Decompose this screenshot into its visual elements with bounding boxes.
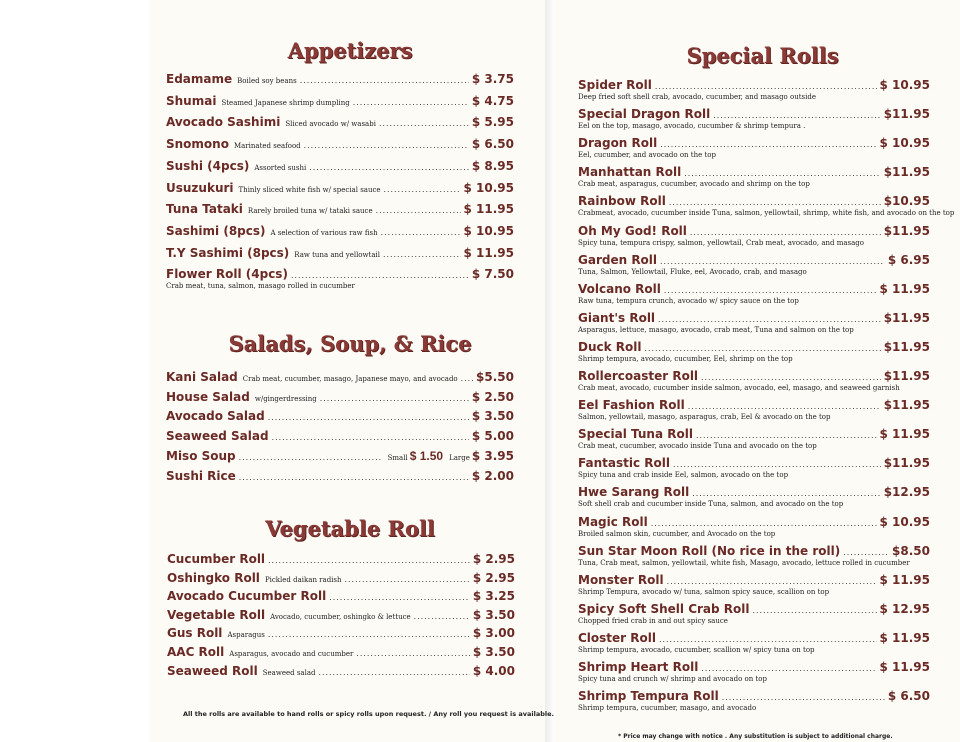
leader-dots [753, 605, 877, 615]
item-description: Spicy tuna and crab inside Eel, salmon, avocado on the top [578, 471, 789, 480]
item-price: $ 3.00 [472, 626, 515, 641]
item-name: AAC Roll [167, 645, 225, 659]
item-price: $ 11.95 [463, 202, 514, 217]
item-price: $ 3.50 [472, 645, 515, 659]
item-description: Tuna, Crab meat, salmon, yellowtail, white fish, Masago, avocado, lettuce rolled in cucumber [578, 558, 910, 567]
item-description: Shrimp Tempura, avocado w/ tuna, salmon spicy sauce, scallion on top [578, 587, 830, 596]
leader-dots [319, 667, 470, 677]
item-name: House Salad [166, 389, 250, 404]
leader-dots [696, 430, 877, 440]
item-name: Sushi Rice [166, 468, 236, 483]
item-description: Boiled soy beans [237, 77, 297, 85]
item-description: Crab meat, avocado, cucumber inside salmon, avocado, eel, masago, and seaweed garnish [578, 384, 900, 392]
small-size-price: $ 1.50 [409, 448, 444, 463]
menu-item [167, 626, 515, 640]
item-price: $11.95 [883, 223, 930, 238]
item-name: Volcano Roll [578, 281, 661, 296]
item-price: $12.95 [883, 485, 930, 500]
item-description: Spicy tuna and crunch w/ shrimp and avocado on top [578, 675, 767, 683]
leader-dots [239, 452, 383, 462]
item-description: Spicy tuna, tempura crispy, salmon, yellowtail, Crab meat, avocado, and masago [578, 238, 864, 247]
small-size-label: Small [387, 453, 408, 462]
item-price: $ 11.95 [879, 660, 930, 674]
leader-dots [645, 343, 881, 353]
item-description: Rarely broiled tuna w/ tataki sauce [247, 207, 373, 216]
item-name: Sun Star Moon Roll (No rice in the roll) [578, 543, 841, 558]
leader-dots [722, 692, 885, 702]
item-name: Manhattan Roll [578, 165, 682, 180]
item-description: Broiled salmon skin, cucumber, and Avocado on the top [578, 529, 776, 538]
item-price: $ 10.95 [879, 78, 930, 92]
menu-item [166, 409, 514, 423]
price-footnote: * Price may change with notice . Any substitution is subject to additional charge. [618, 733, 893, 740]
item-name: Oh My God! Roll [578, 223, 687, 238]
leader-dots [268, 412, 469, 422]
leader-dots [356, 648, 470, 658]
item-name: Shumai [166, 93, 217, 108]
item-name: Rainbow Roll [578, 194, 666, 209]
item-name: Gus Roll [167, 626, 223, 641]
leader-dots [304, 140, 469, 150]
item-price: $ 10.95 [879, 136, 930, 151]
menu-item [166, 115, 514, 129]
item-description: Sliced avocado w/ wasabi [285, 120, 376, 129]
vegetable-section-title: Vegetable Roll [265, 516, 435, 541]
menu-item [166, 72, 514, 86]
item-name: Avocado Cucumber Roll [167, 589, 327, 604]
item-name: Special Dragon Roll [578, 107, 711, 122]
leader-dots [667, 576, 877, 586]
item-description: A selection of various raw fish [270, 228, 378, 237]
item-price: $ 2.50 [471, 389, 514, 404]
menu-item [166, 94, 514, 108]
menu-item [578, 398, 930, 412]
item-name: Cucumber Roll [167, 552, 266, 566]
item-price: $ 4.75 [471, 93, 514, 108]
leader-dots [239, 472, 469, 482]
item-name: Monster Roll [578, 572, 664, 587]
leader-dots [658, 314, 881, 324]
item-name: Flower Roll (4pcs) [166, 267, 288, 282]
menu-item [578, 253, 930, 267]
item-description: Crab meat, cucumber, masago, Japanese mayo, and avocado [242, 375, 458, 383]
item-name: Spider Roll [578, 78, 652, 92]
item-price: $ 10.95 [879, 514, 930, 529]
leader-dots [300, 75, 469, 85]
item-name: Hwe Sarang Roll [578, 485, 690, 500]
leader-dots [320, 393, 469, 403]
menu-item [578, 107, 930, 121]
item-price: $ 6.50 [471, 137, 514, 152]
item-description: Crabmeat, avocado, cucumber inside Tuna, salmon, yellowtail, shrimp, white fish, and avocado on the top [578, 209, 955, 218]
leader-dots [268, 629, 470, 639]
leader-dots [659, 634, 877, 644]
item-name: Seaweed Salad [166, 429, 269, 444]
item-description: Crab meat, cucumber, avocado inside Tuna and avocado on the top [578, 442, 817, 451]
leader-dots [381, 227, 461, 237]
item-description: Raw tuna and yellowtail [294, 250, 380, 259]
item-description: w/gingerdressing [254, 394, 317, 403]
menu-item [166, 246, 514, 260]
leader-dots [383, 249, 461, 259]
menu-item [578, 485, 930, 499]
item-description: Eel, cucumber, and avocado on the top [578, 151, 716, 160]
menu-item [166, 449, 514, 463]
menu-item [578, 573, 930, 587]
leader-dots [692, 488, 880, 498]
item-price: $ 11.95 [879, 630, 930, 645]
item-description: Shrimp tempura, avocado, cucumber, scallion w/ spicy tuna on top [578, 645, 815, 654]
menu-item [578, 78, 930, 92]
item-description: Crab meat, asparagus, cucumber, avocado and shrimp on the top [578, 180, 810, 189]
leader-dots [329, 592, 470, 602]
menu-item [167, 552, 515, 566]
item-price: $ 11.95 [879, 427, 930, 442]
item-name: Kani Salad [166, 370, 238, 384]
item-name: Duck Roll [578, 339, 642, 354]
menu-item [166, 137, 514, 151]
item-price: $11.95 [883, 165, 930, 180]
leader-dots [384, 184, 461, 194]
item-name: Vegetable Roll [167, 607, 266, 622]
item-description: Thinly sliced white fish w/ special sauce [238, 185, 381, 194]
special-section-title: Special Rolls [686, 43, 839, 68]
item-name: Giant's Roll [578, 310, 656, 325]
menu-item [166, 267, 514, 281]
item-name: Avocado Sashimi [166, 115, 281, 130]
menu-item [166, 370, 514, 384]
item-name: Shrimp Heart Roll [578, 660, 699, 674]
item-price: $5.50 [476, 370, 514, 384]
item-name: Snomono [166, 137, 229, 152]
item-price: $ 4.00 [472, 663, 515, 678]
menu-item [578, 515, 930, 529]
item-description: Tuna, Salmon, Yellowtail, Fluke, eel, Avocado, crab, and masago [578, 267, 807, 276]
item-name: Miso Soup [166, 448, 236, 463]
rolls-footnote: All the rolls are available to hand rolls or spicy rolls upon request. / Any roll you request is available. [183, 710, 554, 718]
menu-item [578, 282, 930, 296]
menu-item [578, 224, 930, 238]
item-description: Marinated seafood [233, 142, 301, 151]
item-description: Shrimp tempura, cucumber, masago, and avocado [578, 704, 757, 713]
item-price: $ 5.95 [471, 115, 514, 130]
item-price: $11.95 [883, 369, 930, 383]
leader-dots [701, 663, 876, 673]
item-name: Dragon Roll [578, 136, 658, 151]
menu-item [166, 390, 514, 404]
item-description: Asparagus, avocado and cucumber [229, 650, 354, 658]
item-description: Eel on the top, masago, avocado, cucumber & shrimp tempura . [578, 122, 806, 131]
appetizers-section-title: Appetizers [287, 38, 413, 63]
menu-item [578, 136, 930, 150]
item-description: Asparagus [227, 631, 265, 640]
item-name: Special Tuna Roll [578, 427, 693, 442]
menu-item [166, 469, 514, 483]
menu-item [578, 427, 930, 441]
menu-item [167, 571, 515, 585]
leader-dots [291, 270, 469, 280]
item-description: Crab meat, tuna, salmon, masago rolled in cucumber [166, 282, 355, 291]
leader-dots [651, 518, 877, 528]
item-price: $8.50 [892, 543, 930, 558]
leader-dots [353, 97, 469, 107]
item-description: Salmon, yellowtail, masago, asparagus, crab, Eel & avocado on the top [578, 413, 831, 422]
item-name: Tuna Tataki [166, 202, 243, 217]
leader-dots [309, 162, 469, 172]
menu-item [167, 645, 515, 659]
item-price: $ 7.50 [471, 267, 514, 282]
item-description: Avocado, cucumber, oshingko & lettuce [270, 612, 411, 621]
item-name: Usuzukuri [166, 180, 234, 195]
menu-item [578, 689, 930, 703]
item-price: $ 3.50 [472, 607, 515, 622]
item-name: Closter Roll [578, 630, 656, 645]
item-description: Steamed Japanese shrimp dumpling [221, 98, 350, 107]
item-description: Chopped fried crab in and out spicy sauce [578, 616, 728, 625]
item-price: $ 2.00 [471, 468, 514, 483]
leader-dots [272, 432, 469, 442]
leader-dots [688, 401, 881, 411]
menu-item [167, 664, 515, 678]
item-name: Seaweed Roll [167, 663, 258, 678]
item-name: Fantastic Roll [578, 456, 670, 471]
menu-item [167, 589, 515, 603]
item-description: Raw tuna, tempura crunch, avocado w/ spicy sauce on the top [578, 296, 799, 305]
item-name: Spicy Soft Shell Crab Roll [578, 601, 750, 616]
item-price: $ 5.00 [471, 429, 514, 444]
item-price: $ 8.95 [471, 158, 514, 173]
menu-item [578, 165, 930, 179]
menu-item [578, 311, 930, 325]
item-price: $ 2.95 [472, 570, 515, 585]
page-gutter [545, 0, 555, 742]
leader-dots [268, 555, 470, 565]
item-name: Rollercoaster Roll [578, 369, 699, 383]
menu-item [167, 608, 515, 622]
menu-item [578, 660, 930, 674]
item-description: Deep fried soft shell crab, avocado, cucumber, and masago outside [578, 93, 816, 101]
item-price: $10.95 [883, 194, 930, 209]
menu-item [578, 602, 930, 616]
item-name: Avocado Salad [166, 409, 265, 424]
item-name: Oshingko Roll [167, 570, 260, 585]
leader-dots [376, 205, 461, 215]
item-price: $ 10.95 [463, 223, 514, 238]
leader-dots [345, 574, 470, 584]
leader-dots [713, 110, 880, 120]
large-size-label: Large [449, 453, 470, 462]
leader-dots [660, 256, 885, 266]
leader-dots [660, 139, 876, 149]
leader-dots [673, 459, 881, 469]
leader-dots [664, 285, 877, 295]
item-price: $ 2.95 [472, 552, 515, 566]
leader-dots [669, 197, 881, 207]
item-price: $ 12.95 [879, 601, 930, 616]
item-name: Edamame [166, 72, 233, 86]
item-description: Seaweed salad [262, 668, 316, 677]
leader-dots [684, 168, 880, 178]
menu-item [578, 369, 930, 383]
leader-dots [414, 611, 470, 621]
leader-dots [461, 373, 473, 383]
item-name: Sashimi (8pcs) [166, 223, 266, 238]
menu-item [578, 631, 930, 645]
item-price: $ 11.95 [879, 572, 930, 587]
leader-dots [379, 118, 469, 128]
item-price: $ 6.95 [887, 252, 930, 267]
item-price: $11.95 [883, 107, 930, 122]
menu-item [578, 340, 930, 354]
item-price: $ 3.50 [471, 409, 514, 424]
item-description: Shrimp tempura, avocado, cucumber, Eel, shrimp on the top [578, 354, 793, 363]
menu-item [166, 429, 514, 443]
item-name: Eel Fashion Roll [578, 398, 685, 413]
menu-item [578, 194, 930, 208]
item-price: $ 3.95 [471, 448, 514, 463]
item-description: Pickled daikan radish [264, 575, 342, 584]
item-price: $ 3.25 [472, 589, 515, 604]
item-description: Asparagus, lettuce, masago, avocado, crab meat, Tuna and salmon on the top [578, 325, 854, 334]
item-name: T.Y Sashimi (8pcs) [166, 245, 290, 260]
item-name: Garden Roll [578, 252, 658, 267]
item-price: $11.95 [883, 339, 930, 354]
leader-dots [701, 372, 881, 382]
item-description: Assorted sushi [254, 163, 307, 172]
item-price: $ 3.75 [471, 72, 514, 86]
item-name: Magic Roll [578, 514, 648, 529]
menu-item [578, 544, 930, 558]
menu-item [578, 456, 930, 470]
item-name: Sushi (4pcs) [166, 158, 250, 173]
leader-dots [655, 81, 877, 91]
item-price: $ 11.95 [463, 245, 514, 260]
menu-item [166, 202, 514, 216]
menu-item [166, 181, 514, 195]
item-name: Shrimp Tempura Roll [578, 689, 719, 704]
item-price: $11.95 [883, 398, 930, 413]
leader-dots [690, 227, 881, 237]
menu-item [166, 159, 514, 173]
item-price: $ 10.95 [463, 180, 514, 195]
item-price: $11.95 [883, 310, 930, 325]
leader-dots [843, 547, 889, 557]
item-price: $ 6.50 [887, 689, 930, 704]
item-price: $11.95 [883, 456, 930, 471]
item-description: Soft shell crab and cucumber inside Tuna, salmon, and avocado on the top [578, 500, 844, 509]
menu-item [166, 224, 514, 238]
item-price: $ 11.95 [879, 281, 930, 296]
salads-section-title: Salads, Soup, & Rice [228, 331, 472, 356]
